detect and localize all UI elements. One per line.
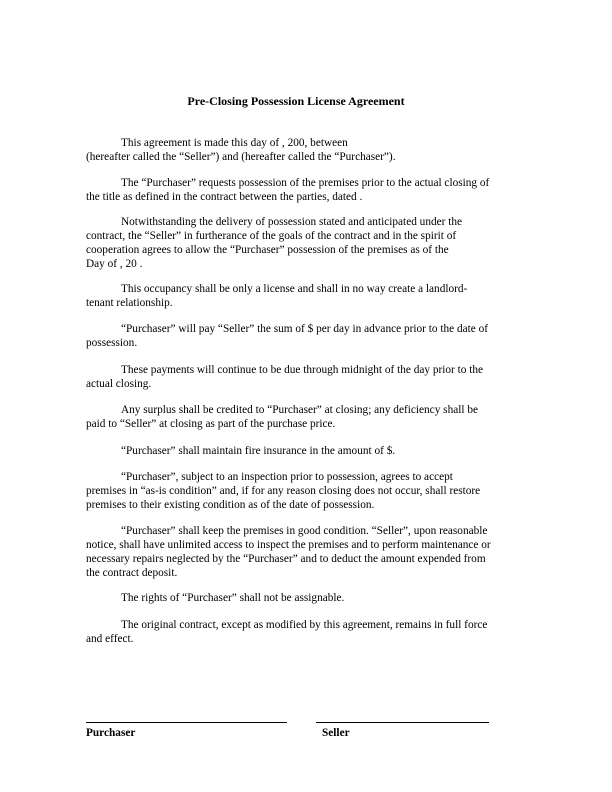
paragraph-inspection: [86, 470, 516, 512]
paragraph-line: These payments will continue to be due through midnight of the day prior to the: [121, 364, 484, 376]
paragraph-insurance: [86, 444, 516, 458]
purchaser-signature-line: [86, 722, 287, 723]
paragraph-line: notice, shall have unlimited access to inspect the premises and to perform maintenance or: [86, 539, 491, 551]
paragraph-assignability: [86, 591, 516, 605]
paragraph-line: and effect.: [86, 633, 134, 645]
paragraph-line: (hereafter called the “Seller”) and (hereafter called the “Purchaser”).: [86, 151, 396, 163]
paragraph-line: cooperation agrees to allow the “Purchaser” possession of the premises as of the: [86, 244, 449, 256]
document-title: Pre-Closing Possession License Agreement: [187, 94, 405, 108]
paragraph-line: The rights of “Purchaser” shall not be assignable.: [121, 592, 345, 604]
paragraph-surplus-deficiency: [86, 403, 516, 431]
paragraph-line: The “Purchaser” requests possession of the premises prior to the actual closing of: [121, 177, 490, 189]
paragraph-payment-duration: [86, 363, 516, 391]
paragraph-line: the contract deposit.: [86, 567, 178, 579]
paragraph-line: Any surplus shall be credited to “Purchaser” at closing; any deficiency shall be: [121, 404, 478, 416]
paragraph-line: “Purchaser” will pay “Seller” the sum of $ per day in advance prior to the date of: [121, 323, 489, 335]
paragraph-payment: [86, 322, 516, 350]
paragraph-line: This occupancy shall be only a license and shall in no way create a landlord-: [121, 283, 468, 295]
paragraph-original-contract: [86, 618, 516, 646]
paragraph-line: contract, the “Seller” in furtherance of the goals of the contract and in the spirit of: [86, 230, 457, 242]
paragraph-license-nature: [86, 282, 516, 310]
paragraph-line: The original contract, except as modified by this agreement, remains in full force: [121, 619, 488, 631]
paragraph-line: actual closing.: [86, 378, 152, 390]
paragraph-line: paid to “Seller” at closing as part of the purchase price.: [86, 418, 336, 430]
paragraph-possession-grant: [86, 215, 516, 271]
paragraph-possession-request: [86, 176, 516, 204]
paragraph-line: necessary repairs neglected by the “Purchaser” and to deduct the amount expended from: [86, 553, 486, 565]
paragraph-line: “Purchaser” shall keep the premises in good condition. “Seller”, upon reasonable: [121, 525, 488, 537]
paragraph-line: Notwithstanding the delivery of possession stated and anticipated under the: [121, 216, 463, 228]
seller-signature-line: [316, 722, 489, 723]
paragraph-line: the title as defined in the contract between the parties, dated .: [86, 191, 363, 203]
paragraph-line: possession.: [86, 337, 138, 349]
purchaser-signature-label: Purchaser: [86, 727, 136, 739]
paragraph-line: This agreement is made this day of , 200, between: [121, 137, 348, 149]
paragraph-line: premises to their existing condition as of the date of possession.: [86, 499, 375, 511]
paragraph-line: premises in “as-is condition” and, if for any reason closing does not occur, shall restore: [86, 485, 481, 497]
paragraph-line: Day of , 20 .: [86, 258, 143, 270]
paragraph-line: tenant relationship.: [86, 297, 173, 309]
paragraph-maintenance: [86, 524, 516, 580]
paragraph-line: “Purchaser” shall maintain fire insurance in the amount of $.: [121, 445, 396, 457]
paragraph-line: “Purchaser”, subject to an inspection prior to possession, agrees to accept: [121, 471, 453, 483]
seller-signature-label: Seller: [322, 727, 350, 739]
paragraph-parties: [86, 136, 516, 164]
